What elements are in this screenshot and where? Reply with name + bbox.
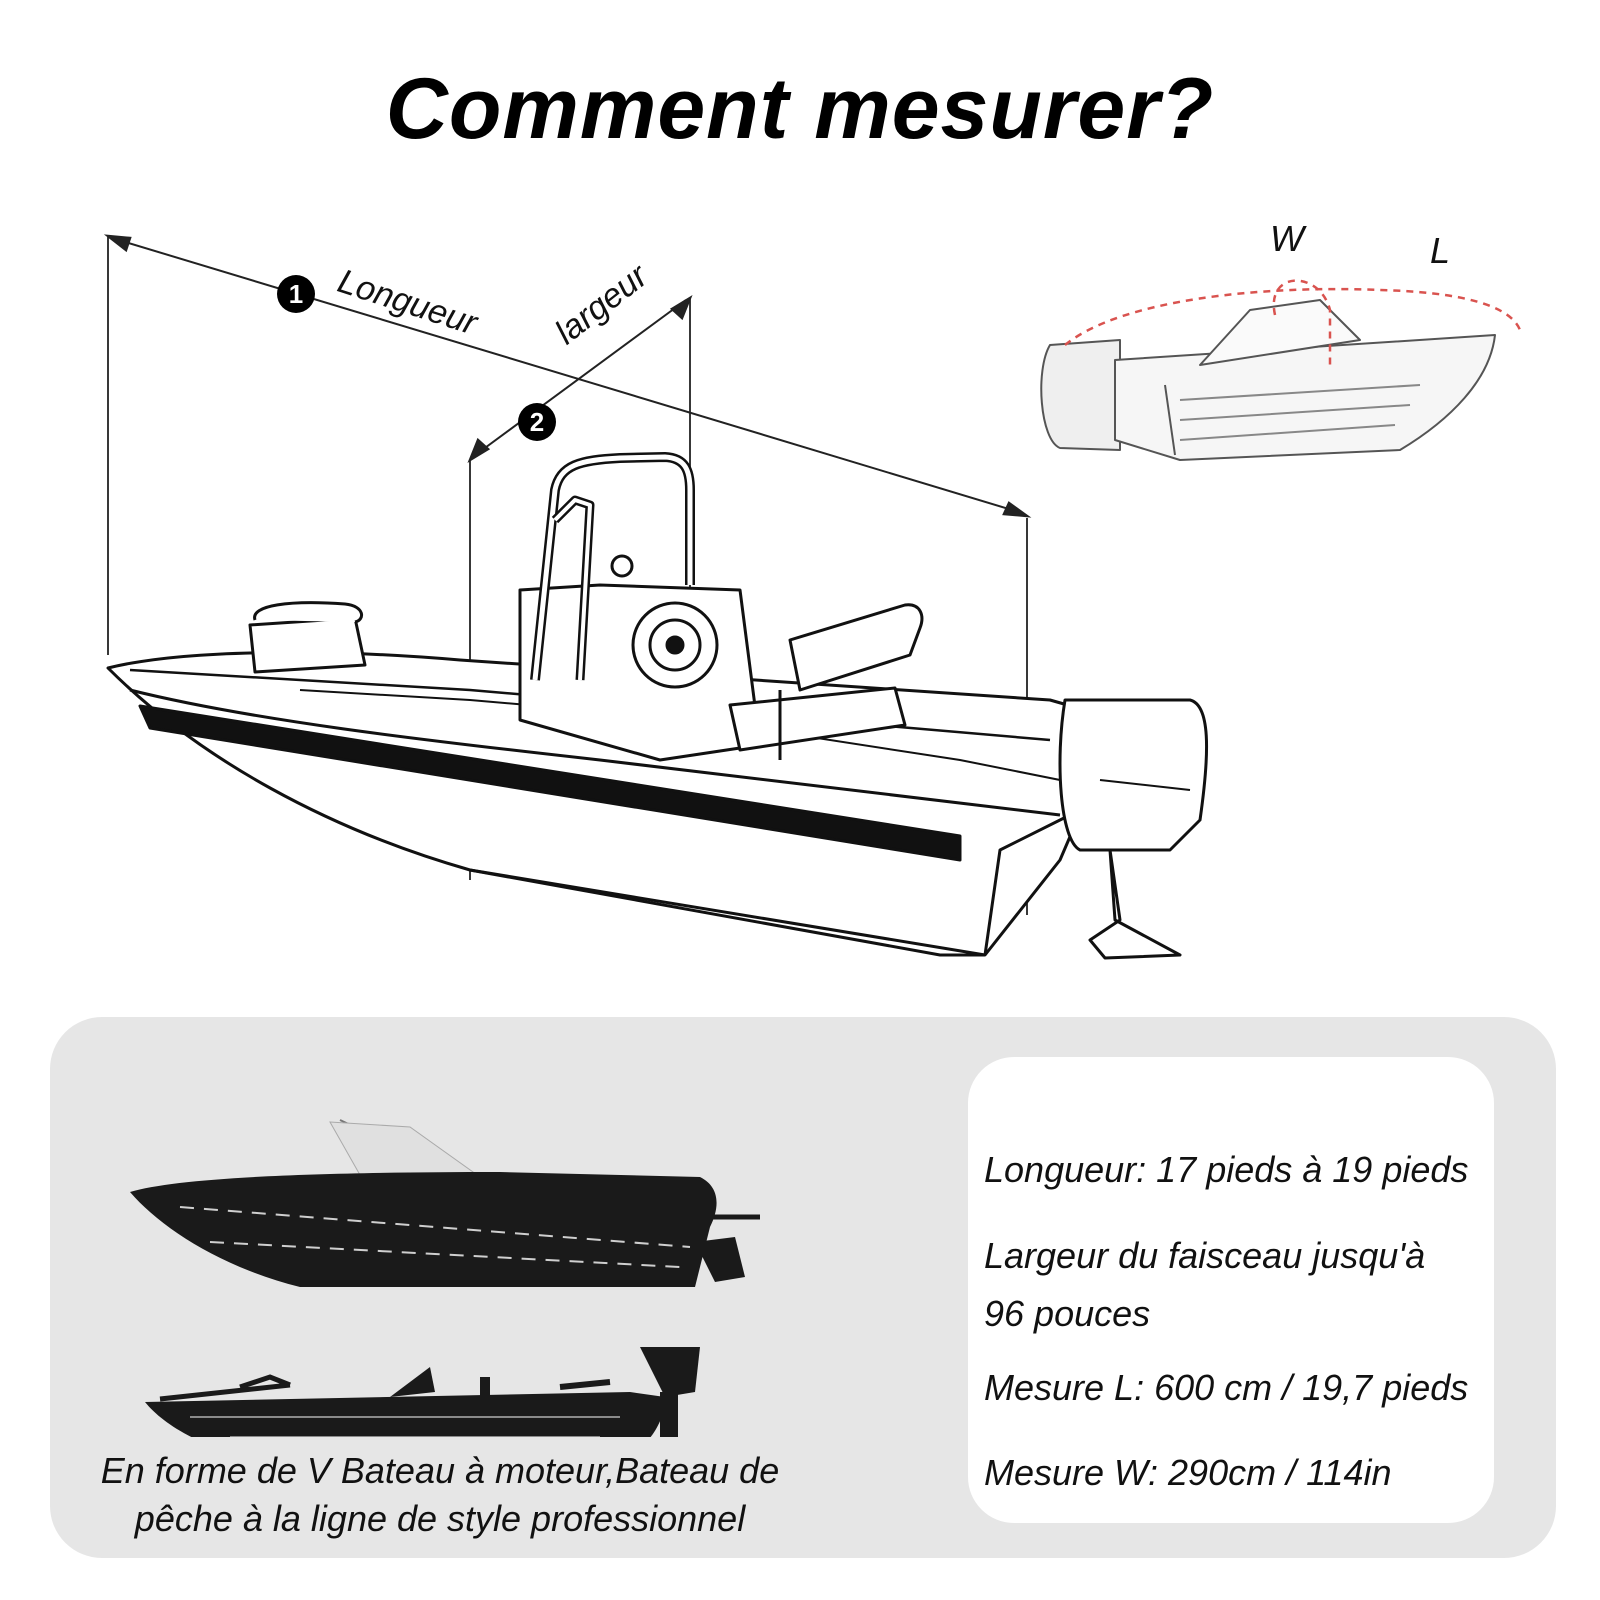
page-title: Comment mesurer?	[385, 61, 1215, 157]
spec-measure-l: Mesure L: 600 cm / 19,7 pieds	[984, 1367, 1469, 1408]
cover-width-label: W	[1270, 218, 1304, 259]
length-label: Longueur	[333, 262, 482, 343]
step-2-marker: 2	[518, 403, 556, 441]
cover-length-label: L	[1430, 230, 1451, 271]
width-label: largeur	[548, 256, 655, 352]
boat-type-caption-line-2: pêche à la ligne de style professionnel	[134, 1498, 746, 1539]
info-panel	[50, 1017, 1556, 1558]
spec-length: Longueur: 17 pieds à 19 pieds	[984, 1149, 1469, 1190]
boat-type-silhouettes	[120, 1077, 840, 1437]
spec-card	[968, 1057, 1494, 1523]
spec-measure-w: Mesure W: 290cm / 114in	[984, 1452, 1392, 1493]
boat-type-caption	[50, 1447, 830, 1543]
v-hull-boat-icon	[130, 1120, 760, 1287]
fishing-boat-icon	[145, 1347, 700, 1437]
step-1-marker: 1	[277, 275, 315, 313]
boat-type-caption-line-1: En forme de V Bateau à moteur,Bateau de	[100, 1450, 780, 1491]
spec-beam-width: Largeur du faisceau jusqu'à 96 pouces	[984, 1235, 1426, 1334]
